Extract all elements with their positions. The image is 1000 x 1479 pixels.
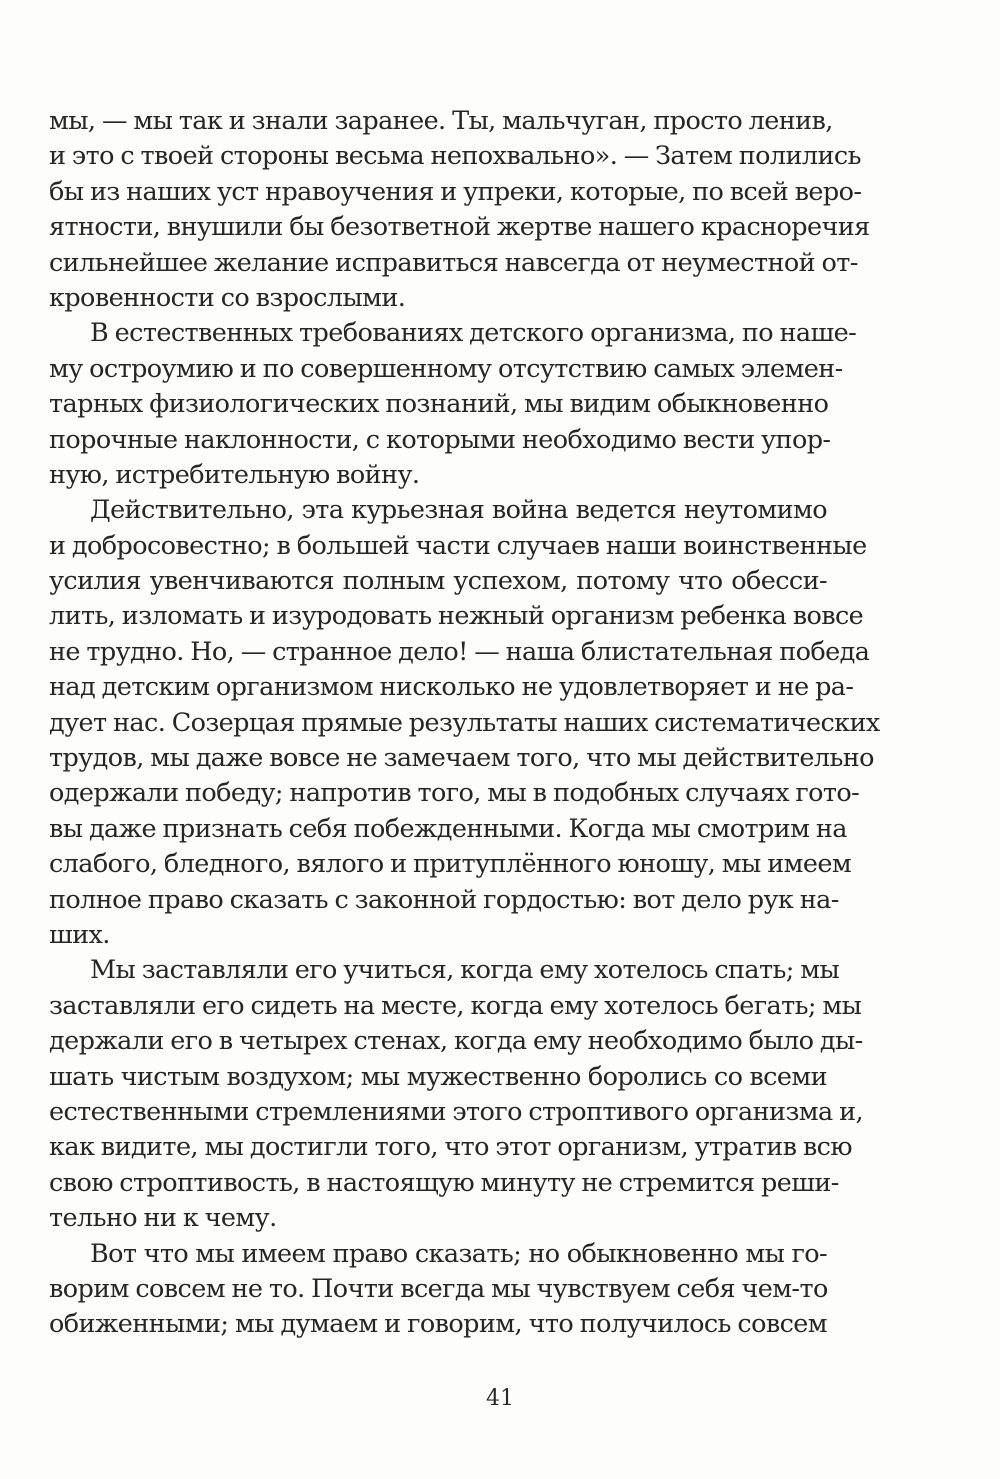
text-line: обиженными; мы думаем и говорим, что получилось совсем (49, 1309, 827, 1340)
text-line: лить, изломать и изуродовать нежный организм ребенка вовсе (49, 601, 864, 632)
page-number: 41 (486, 1386, 514, 1411)
text-line: Вот что мы имеем право сказать; но обыкновенно мы го- (90, 1238, 827, 1269)
text-line: Мы заставляли его учиться, когда ему хотелось спать; мы (90, 955, 840, 986)
text-line: кровенности со взрослыми. (49, 282, 406, 313)
text-line: порочные наклонности, с которыми необходимо вести упор- (49, 424, 831, 455)
text-line: держали его в четырех стенах, когда ему необходимо было ды- (49, 1026, 863, 1057)
text-line: ятности, внушили бы безответной жертве нашего красноречия (49, 212, 870, 243)
text-line: над детским организмом нисколько не удовлетворяет и не ра- (49, 672, 854, 703)
text-line: сильнейшее желание исправиться навсегда от неуместной от- (49, 247, 858, 278)
text-line: естественными стремлениями этого строптивого организма и, (49, 1096, 864, 1127)
text-line: и это с твоей стороны весьма непохвально». — Затем полились (49, 141, 861, 172)
text-line: ную, истребительную войну. (49, 459, 420, 490)
text-line: как видите, мы достигли того, что этот организм, утратив всю (49, 1132, 852, 1163)
text-line: и добросовестно; в большей части случаев наши воинственные (49, 530, 867, 561)
text-line: му остроумию и по совершенному отсутствию самых элемен- (49, 353, 843, 384)
text-line: свою строптивость, в настоящую минуту не стремится реши- (49, 1167, 839, 1198)
text-line: бы из наших уст нравоучения и упреки, которые, по всей веро- (49, 176, 862, 207)
text-line: слабого, бледного, вялого и притуплённого юношу, мы имеем (49, 849, 852, 880)
body-text (49, 104, 880, 1343)
text-line: В естественных требованиях детского организма, по наше- (90, 318, 857, 349)
text-line: ворим совсем не то. Почти всегда мы чувствуем себя чем-то (49, 1273, 828, 1304)
text-line: усилия увенчиваются полным успехом, потому что обесси- (49, 566, 827, 597)
text-line: не трудно. Но, — странное дело! — наша блистательная победа (49, 636, 870, 667)
text-line: одержали победу; напротив того, мы в подобных случаях гото- (49, 778, 860, 809)
text-line: дует нас. Созерцая прямые результаты наших систематических (49, 707, 880, 738)
text-line: трудов, мы даже вовсе не замечаем того, что мы действительно (49, 743, 874, 774)
text-line: вы даже признать себя побежденными. Когда мы смотрим на (49, 813, 847, 844)
text-line: тельно ни к чему. (49, 1203, 277, 1234)
text-line: Действительно, эта курьезная война ведется неутомимо (90, 495, 827, 526)
text-line: мы, — мы так и знали заранее. Ты, мальчуган, просто ленив, (49, 106, 833, 136)
text-line: заставляли его сидеть на месте, когда ему хотелось бегать; мы (49, 990, 862, 1021)
text-line: ших. (49, 919, 110, 950)
text-line: полное право сказать с законной гордостью: вот дело рук на- (49, 884, 839, 915)
text-line: тарных физиологических познаний, мы видим обыкновенно (49, 389, 829, 420)
text-line: шать чистым воздухом; мы мужественно боролись со всеми (49, 1061, 827, 1092)
